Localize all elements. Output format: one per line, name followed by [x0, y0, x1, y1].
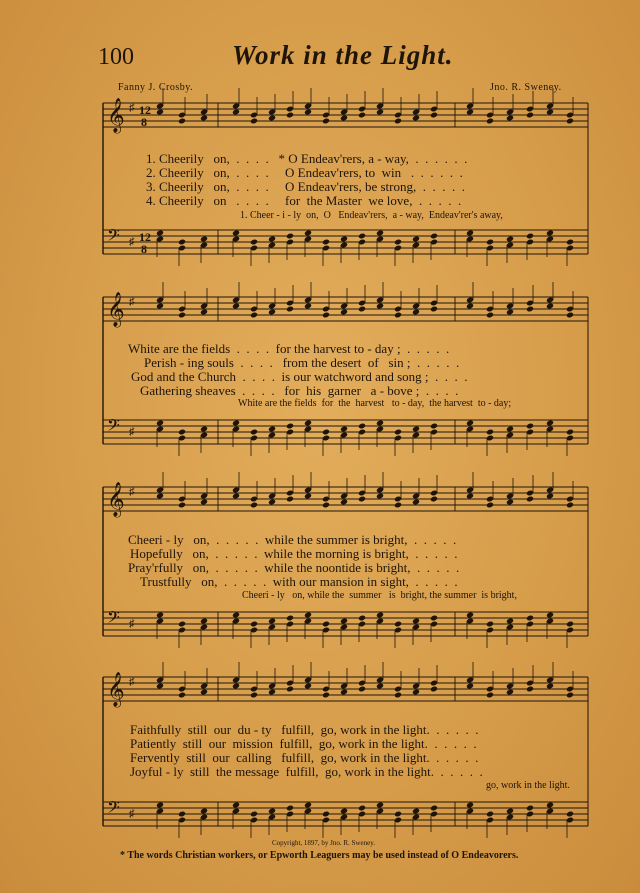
- note-head: [340, 618, 348, 625]
- bass-clef: 𝄢: [107, 797, 120, 821]
- verse-line: 3. Cheerily on, . . . . O Endeav'rers, be strong, . . . . .: [146, 179, 465, 194]
- note-head: [358, 423, 366, 430]
- note-head: [286, 233, 294, 240]
- note-head: [156, 230, 164, 237]
- footnote: * The words Christian workers, or Epworth Leaguers may be used instead of O Endeavorers.: [120, 850, 519, 861]
- note-head: [268, 808, 276, 815]
- note-head: [486, 312, 494, 319]
- note-head: [526, 686, 534, 693]
- note-head: [322, 811, 330, 818]
- note-head: [526, 805, 534, 812]
- note-head: [156, 683, 164, 690]
- note-head: [430, 112, 438, 119]
- note-head: [394, 239, 402, 246]
- note-head: [322, 118, 330, 125]
- note-head: [268, 618, 276, 625]
- note-head: [412, 689, 420, 696]
- note-head: [466, 420, 474, 427]
- note-head: [412, 309, 420, 316]
- note-head: [466, 612, 474, 619]
- note-head: [376, 420, 384, 427]
- verse-line: God and the Church . . . . is our watchword and song ; . . . .: [131, 369, 468, 384]
- note-head: [486, 118, 494, 125]
- note-head: [486, 239, 494, 246]
- verse-line: Cheeri - ly on, . . . . . while the summer is bright, . . . . .: [128, 532, 457, 547]
- note-head: [178, 811, 186, 818]
- note-head: [340, 115, 348, 122]
- note-head: [546, 420, 554, 427]
- note-head: [376, 109, 384, 116]
- note-head: [566, 429, 574, 436]
- key-signature-sharp: ♯: [129, 486, 135, 498]
- note-head: [358, 496, 366, 503]
- note-head: [340, 309, 348, 316]
- bass-clef: 𝄢: [107, 607, 120, 631]
- refrain-text: 1. Cheer - i - ly on, O Endeav'rers, a - way, Endeav'rer's away,: [240, 210, 503, 221]
- treble-clef: 𝄞: [107, 98, 125, 133]
- note-head: [526, 615, 534, 622]
- treble-clef: 𝄞: [107, 672, 125, 707]
- note-head: [304, 683, 312, 690]
- note-head: [506, 426, 514, 433]
- note-head: [376, 802, 384, 809]
- note-head: [268, 309, 276, 316]
- note-head: [412, 618, 420, 625]
- verse-line: Pray'rfully on, . . . . . while the noontide is bright, . . . . .: [128, 560, 460, 575]
- note-head: [506, 309, 514, 316]
- note-head: [526, 496, 534, 503]
- note-head: [506, 689, 514, 696]
- note-head: [430, 805, 438, 812]
- note-head: [412, 236, 420, 243]
- note-head: [394, 312, 402, 319]
- key-signature-sharp: ♯: [129, 426, 135, 438]
- page-number: 100: [98, 44, 134, 70]
- note-head: [286, 615, 294, 622]
- note-head: [268, 236, 276, 243]
- note-head: [250, 502, 258, 509]
- note-head: [546, 230, 554, 237]
- refrain-text: White are the fields for the harvest to - day, the harvest to - day;: [238, 398, 512, 409]
- verse-line: Perish - ing souls . . . . from the desert of sin ; . . . . .: [144, 355, 460, 370]
- composer-credit: Jno. R. Sweney.: [490, 82, 562, 93]
- note-head: [358, 805, 366, 812]
- key-signature-sharp: ♯: [129, 808, 135, 820]
- note-head: [200, 309, 208, 316]
- note-head: [486, 811, 494, 818]
- note-head: [304, 230, 312, 237]
- note-head: [250, 239, 258, 246]
- note-head: [430, 615, 438, 622]
- note-head: [566, 811, 574, 818]
- note-head: [358, 615, 366, 622]
- note-head: [376, 230, 384, 237]
- note-head: [430, 686, 438, 693]
- note-head: [526, 423, 534, 430]
- note-head: [232, 109, 240, 116]
- note-head: [546, 303, 554, 310]
- note-head: [286, 686, 294, 693]
- note-head: [200, 426, 208, 433]
- note-head: [376, 303, 384, 310]
- note-head: [268, 115, 276, 122]
- note-head: [340, 689, 348, 696]
- key-signature-sharp: ♯: [129, 618, 135, 630]
- note-head: [200, 618, 208, 625]
- note-head: [200, 808, 208, 815]
- note-head: [304, 612, 312, 619]
- note-head: [566, 312, 574, 319]
- note-head: [232, 303, 240, 310]
- note-head: [322, 621, 330, 628]
- note-head: [546, 493, 554, 500]
- note-head: [232, 802, 240, 809]
- note-head: [466, 683, 474, 690]
- note-head: [268, 689, 276, 696]
- note-head: [340, 808, 348, 815]
- note-head: [156, 109, 164, 116]
- note-head: [394, 118, 402, 125]
- note-head: [286, 112, 294, 119]
- note-head: [250, 621, 258, 628]
- key-signature-sharp: ♯: [129, 236, 135, 248]
- refrain-text: go, work in the light.: [486, 780, 570, 791]
- verse-line: Joyful - ly still the message fulfill, go, work in the light. . . . . .: [130, 764, 483, 779]
- key-signature-sharp: ♯: [129, 296, 135, 308]
- note-head: [232, 230, 240, 237]
- note-head: [566, 621, 574, 628]
- note-head: [322, 692, 330, 699]
- note-head: [394, 429, 402, 436]
- note-head: [322, 312, 330, 319]
- verse-line: 4. Cheerily on . . . . for the Master we love, . . . . .: [146, 193, 462, 208]
- note-head: [566, 502, 574, 509]
- note-head: [232, 493, 240, 500]
- note-head: [250, 429, 258, 436]
- note-head: [304, 420, 312, 427]
- note-head: [178, 239, 186, 246]
- verse-line: White are the fields . . . . for the harvest to - day ; . . . . .: [128, 341, 450, 356]
- note-head: [340, 499, 348, 506]
- verse-line: 2. Cheerily on, . . . . O Endeav'rers, to win . . . . . .: [146, 165, 463, 180]
- note-head: [546, 109, 554, 116]
- key-signature-sharp: ♯: [129, 676, 135, 688]
- note-head: [268, 499, 276, 506]
- note-head: [466, 230, 474, 237]
- note-head: [156, 612, 164, 619]
- note-head: [376, 683, 384, 690]
- note-head: [506, 499, 514, 506]
- time-signature: 8: [141, 115, 147, 129]
- note-head: [304, 109, 312, 116]
- note-head: [376, 612, 384, 619]
- note-head: [486, 429, 494, 436]
- note-head: [466, 109, 474, 116]
- note-head: [250, 312, 258, 319]
- note-head: [286, 805, 294, 812]
- bass-clef: 𝄢: [107, 225, 120, 249]
- note-head: [466, 303, 474, 310]
- note-head: [394, 502, 402, 509]
- note-head: [526, 306, 534, 313]
- note-head: [250, 118, 258, 125]
- note-head: [232, 420, 240, 427]
- bass-clef: 𝄢: [107, 415, 120, 439]
- note-head: [506, 808, 514, 815]
- note-head: [322, 239, 330, 246]
- time-signature: 12: [139, 230, 151, 244]
- note-head: [430, 423, 438, 430]
- note-head: [430, 233, 438, 240]
- verse-line: Trustfully on, . . . . . with our mansion in sight, . . . . .: [140, 574, 458, 589]
- note-head: [486, 621, 494, 628]
- verse-line: Fervently still our calling fulfill, go, work in the light. . . . . .: [130, 750, 479, 765]
- note-head: [200, 689, 208, 696]
- note-head: [430, 306, 438, 313]
- note-head: [526, 112, 534, 119]
- copyright-note: Copyright, 1897, by Jno. R. Sweney.: [272, 839, 375, 847]
- note-head: [340, 426, 348, 433]
- note-head: [566, 239, 574, 246]
- note-head: [156, 420, 164, 427]
- note-head: [178, 621, 186, 628]
- note-head: [232, 683, 240, 690]
- treble-clef: 𝄞: [107, 292, 125, 327]
- treble-clef: 𝄞: [107, 482, 125, 517]
- time-signature: 8: [141, 242, 147, 256]
- time-signature: 12: [139, 103, 151, 117]
- note-head: [286, 306, 294, 313]
- note-head: [430, 496, 438, 503]
- note-head: [376, 493, 384, 500]
- note-head: [286, 496, 294, 503]
- note-head: [178, 312, 186, 319]
- note-head: [178, 429, 186, 436]
- note-head: [546, 802, 554, 809]
- note-head: [546, 612, 554, 619]
- note-head: [304, 493, 312, 500]
- note-head: [506, 618, 514, 625]
- note-head: [412, 426, 420, 433]
- note-head: [358, 233, 366, 240]
- note-head: [250, 692, 258, 699]
- note-head: [322, 429, 330, 436]
- note-head: [178, 692, 186, 699]
- verse-line: Patiently still our mission fulfill, go, work in the light. . . . . .: [130, 736, 477, 751]
- note-head: [394, 621, 402, 628]
- note-head: [526, 233, 534, 240]
- note-head: [358, 306, 366, 313]
- note-head: [358, 112, 366, 119]
- note-head: [466, 802, 474, 809]
- verse-line: Faithfully still our du - ty fulfill, go, work in the light. . . . . .: [130, 722, 479, 737]
- note-head: [200, 236, 208, 243]
- note-head: [506, 115, 514, 122]
- note-head: [178, 502, 186, 509]
- note-head: [304, 303, 312, 310]
- note-head: [566, 118, 574, 125]
- note-head: [412, 115, 420, 122]
- note-head: [566, 692, 574, 699]
- note-head: [322, 502, 330, 509]
- note-head: [412, 808, 420, 815]
- note-head: [546, 683, 554, 690]
- note-head: [200, 499, 208, 506]
- note-head: [358, 686, 366, 693]
- note-head: [506, 236, 514, 243]
- verse-line: Hopefully on, . . . . . while the morning is bright, . . . . .: [130, 546, 458, 561]
- note-head: [178, 118, 186, 125]
- note-head: [232, 612, 240, 619]
- note-head: [200, 115, 208, 122]
- note-head: [394, 692, 402, 699]
- verse-line: Gathering sheaves . . . . for his garner a - bove ; . . . .: [140, 383, 459, 398]
- note-head: [286, 423, 294, 430]
- note-head: [466, 493, 474, 500]
- author-credit: Fanny J. Crosby.: [118, 82, 194, 93]
- note-head: [412, 499, 420, 506]
- note-head: [156, 802, 164, 809]
- refrain-text: Cheeri - ly on, while the summer is bright, the summer is bright,: [242, 590, 517, 601]
- key-signature-sharp: ♯: [129, 102, 135, 114]
- verse-line: 1. Cheerily on, . . . . * O Endeav'rers, a - way, . . . . . .: [146, 151, 468, 166]
- note-head: [340, 236, 348, 243]
- note-head: [486, 692, 494, 699]
- note-head: [304, 802, 312, 809]
- note-head: [250, 811, 258, 818]
- hymn-title: Work in the Light.: [232, 40, 454, 70]
- note-head: [268, 426, 276, 433]
- note-head: [394, 811, 402, 818]
- note-head: [486, 502, 494, 509]
- note-head: [156, 493, 164, 500]
- note-head: [156, 303, 164, 310]
